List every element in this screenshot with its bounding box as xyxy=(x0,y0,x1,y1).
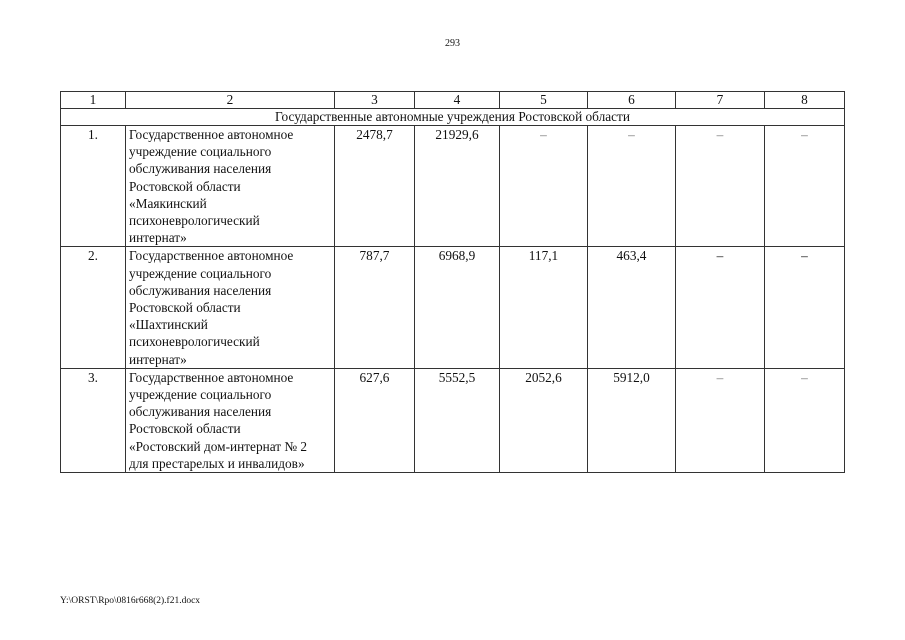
value-col3: 627,6 xyxy=(335,368,415,472)
name-line: интернат» xyxy=(129,351,187,367)
name-line: Государственное автономное xyxy=(129,127,294,142)
column-header: 4 xyxy=(415,92,500,109)
column-header: 1 xyxy=(61,92,126,109)
value-col5: 117,1 xyxy=(500,247,588,368)
name-line: психоневрологический xyxy=(129,334,260,350)
column-header: 8 xyxy=(765,92,845,109)
institution-name xyxy=(126,368,335,472)
value-col8: – xyxy=(765,126,845,247)
name-line: интернат» xyxy=(129,230,187,246)
column-header: 3 xyxy=(335,92,415,109)
value-col3: 2478,7 xyxy=(335,126,415,247)
value-col6: 463,4 xyxy=(588,247,676,368)
value-col7: – xyxy=(676,247,765,368)
name-line: Ростовской области xyxy=(129,178,241,194)
value-col8: – xyxy=(765,368,845,472)
table-row xyxy=(61,368,845,472)
value-col7: – xyxy=(676,126,765,247)
value-col7: – xyxy=(676,368,765,472)
data-table xyxy=(60,91,845,473)
name-line: психоневрологический xyxy=(129,213,260,229)
value-col4: 6968,9 xyxy=(415,247,500,368)
section-header-row xyxy=(61,109,845,126)
table-row xyxy=(61,126,845,247)
name-line: обслуживания населения xyxy=(129,404,272,420)
name-line: для престарелых и инвалидов» xyxy=(129,455,305,471)
page-number: 293 xyxy=(445,38,460,49)
value-col6: 5912,0 xyxy=(588,368,676,472)
name-line: «Шахтинский xyxy=(129,317,208,333)
column-header: 2 xyxy=(126,92,335,109)
table-row xyxy=(61,247,845,368)
value-col4: 5552,5 xyxy=(415,368,500,472)
name-line: Государственное автономное xyxy=(129,248,294,264)
value-col8: – xyxy=(765,247,845,368)
row-number: 1. xyxy=(61,126,126,247)
name-line: Государственное автономное xyxy=(129,369,294,385)
name-line: учреждение социального xyxy=(129,144,272,160)
name-line: обслуживания населения xyxy=(129,161,272,177)
value-col5: 2052,6 xyxy=(500,368,588,472)
column-header: 5 xyxy=(500,92,588,109)
institution-name xyxy=(126,126,335,247)
name-line: учреждение социального xyxy=(129,265,272,281)
row-number: 2. xyxy=(61,247,126,368)
value-col5: – xyxy=(500,126,588,247)
file-path-footer: Y:\ORST\Rpo\0816r668(2).f21.docx xyxy=(60,596,201,606)
section-title: Государственные автономные учреждения Ростовской области xyxy=(61,109,845,126)
value-col3: 787,7 xyxy=(335,247,415,368)
name-line: обслуживания населения xyxy=(129,282,272,298)
institution-name xyxy=(126,247,335,368)
value-col4: 21929,6 xyxy=(415,126,500,247)
column-header: 7 xyxy=(676,92,765,109)
name-line: «Маякинский xyxy=(129,195,207,211)
name-line: Ростовской области xyxy=(129,300,241,316)
row-number: 3. xyxy=(61,368,126,472)
column-header: 6 xyxy=(588,92,676,109)
column-header-row xyxy=(61,92,845,109)
name-line: «Ростовский дом-интернат № 2 xyxy=(129,438,308,454)
name-line: Ростовской области xyxy=(129,421,241,437)
value-col6: – xyxy=(588,126,676,247)
name-line: учреждение социального xyxy=(129,387,272,403)
